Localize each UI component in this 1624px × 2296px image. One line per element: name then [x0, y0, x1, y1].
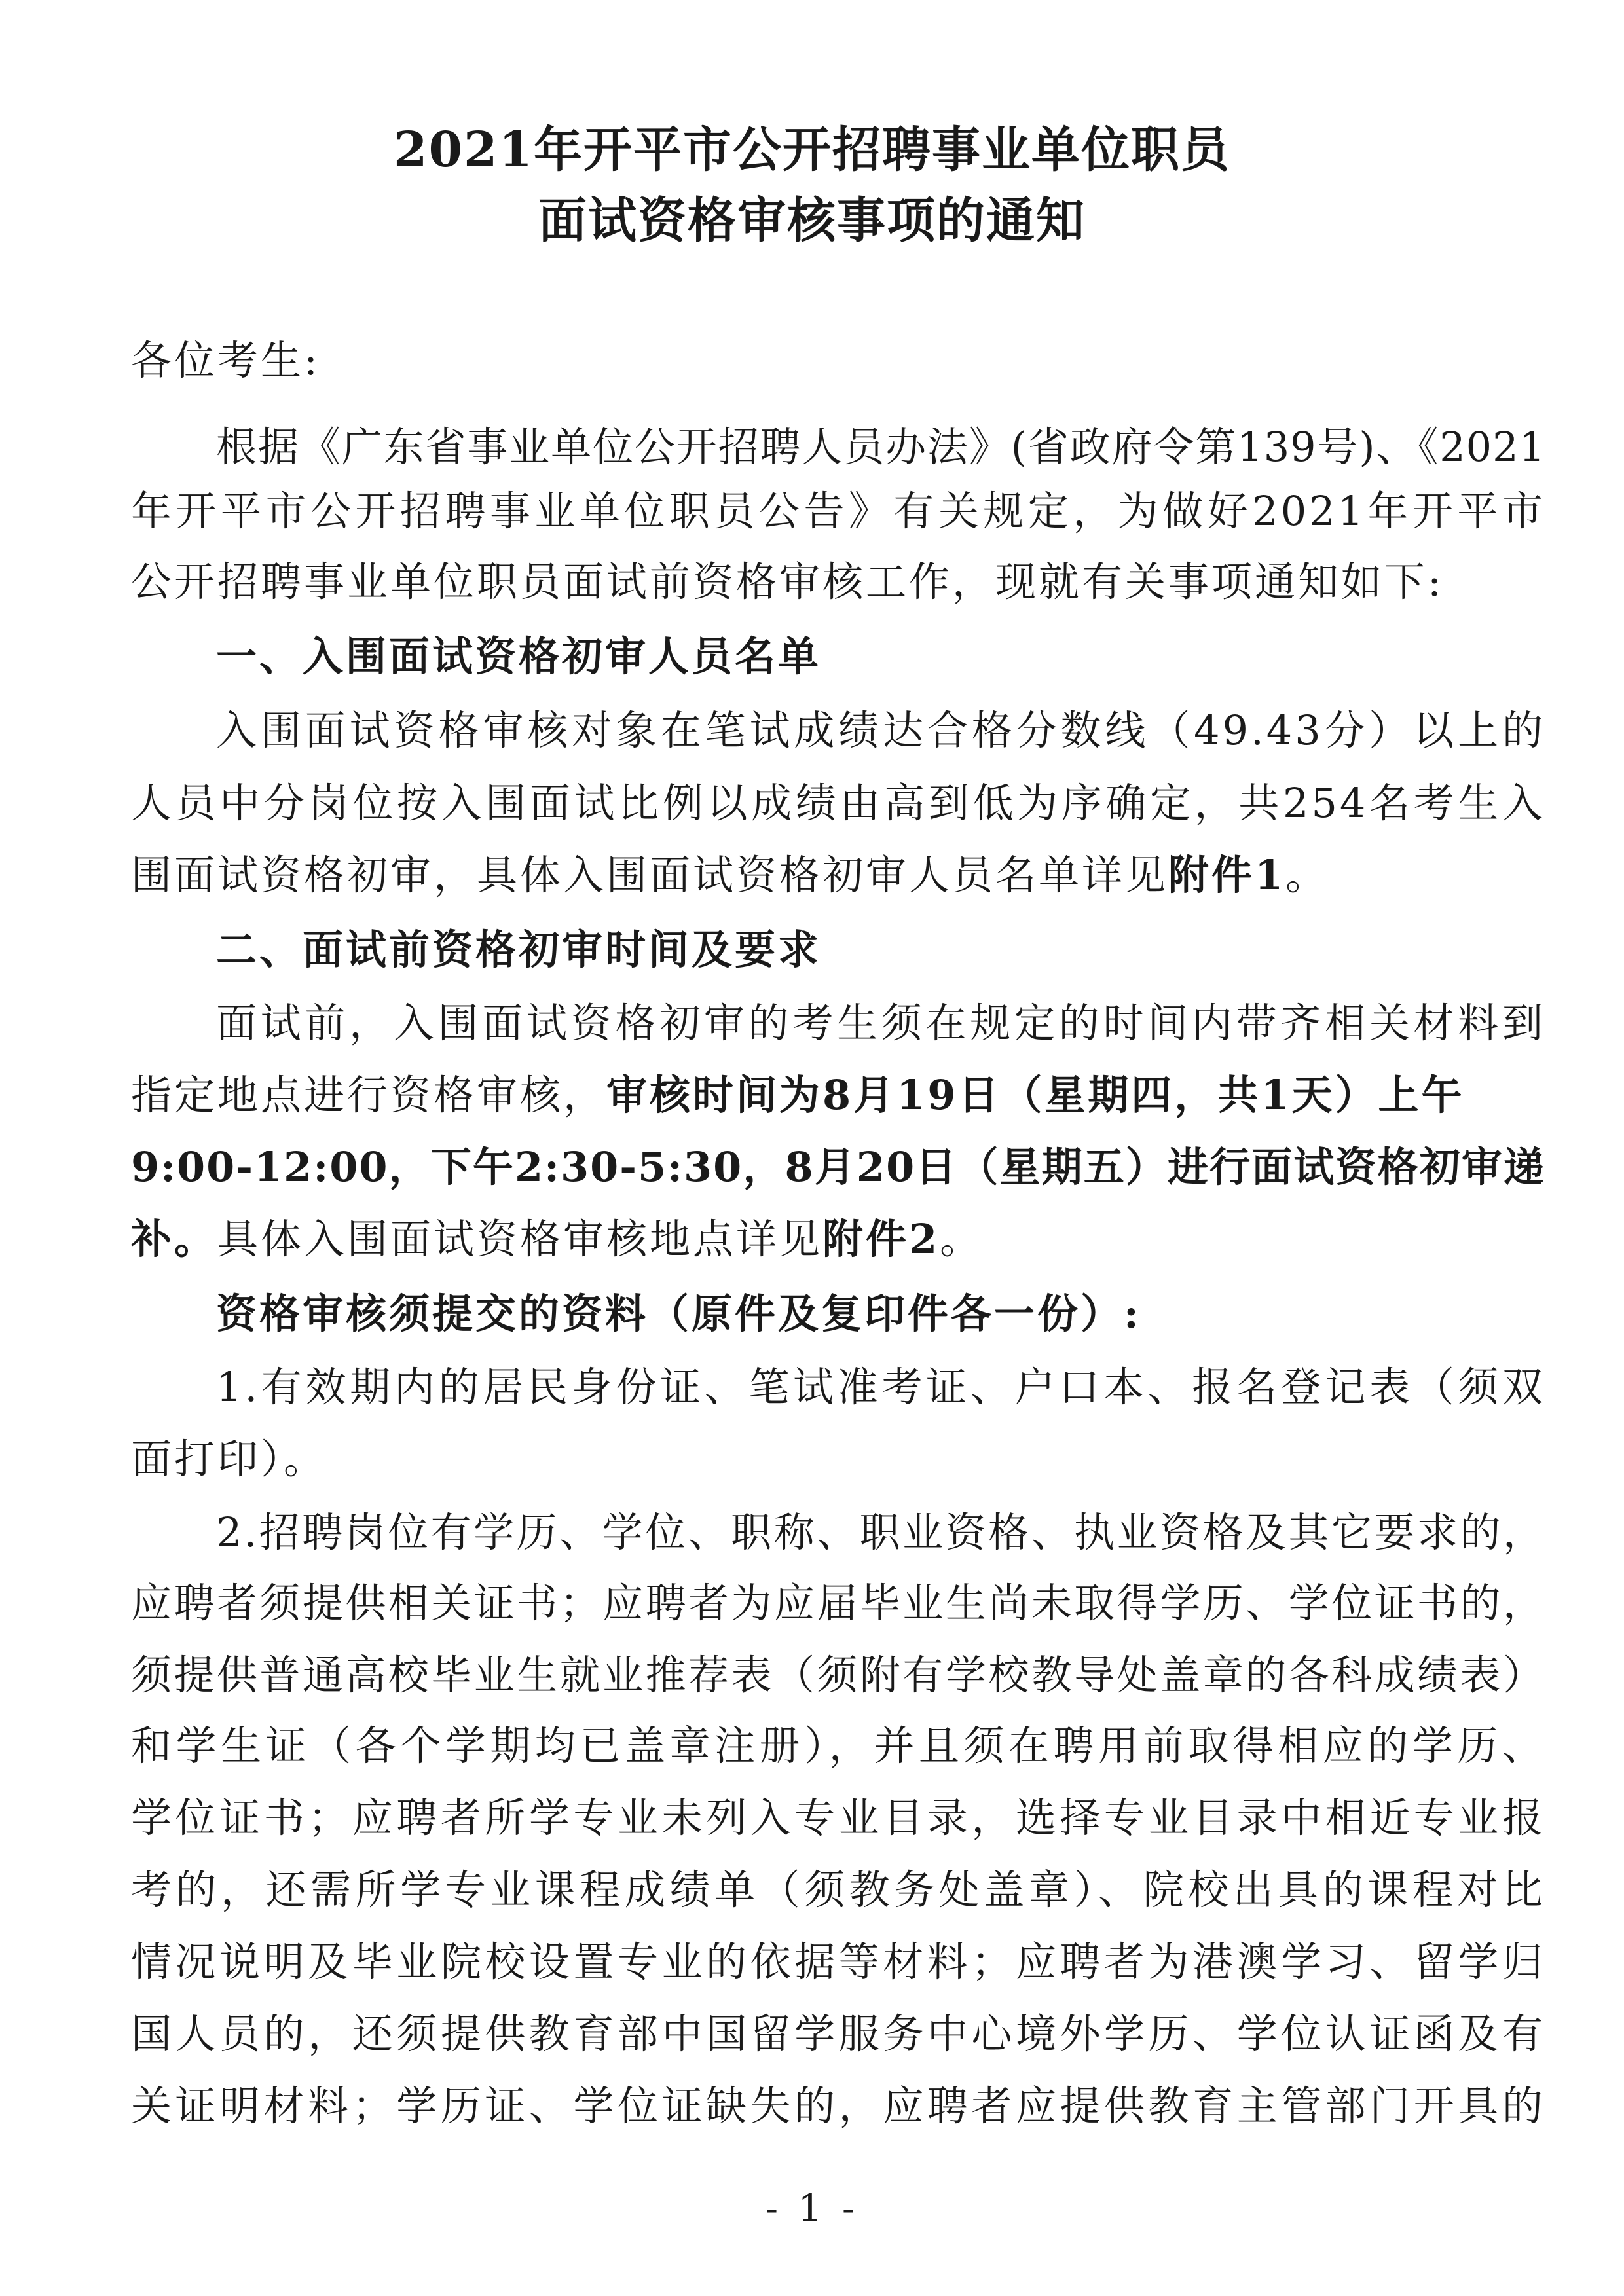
- section-2-line-4-text: 具体入围面试资格审核地点详见: [217, 1215, 823, 1263]
- item-2-line-7: 情况说明及毕业院校设置专业的依据等材料；应聘者为港澳学习、留学归: [131, 1938, 1545, 1986]
- section-1-line-3-end: 。: [1285, 851, 1329, 899]
- item-2-line-3: 须提供普通高校毕业生就业推荐表（须附有学校教导处盖章的各科成绩表）: [131, 1651, 1545, 1699]
- section-2-line-4-bold: 补。: [131, 1215, 218, 1263]
- section-2-heading: 二、面试前资格初审时间及要求: [216, 926, 822, 974]
- section-1-line-1: 入围面试资格审核对象在笔试成绩达合格分数线（49.43分）以上的: [216, 706, 1545, 754]
- review-time-bold: 审核时间为8月19日（星期四，共1天）上午: [606, 1071, 1465, 1119]
- materials-heading: 资格审核须提交的资料（原件及复印件各一份）:: [216, 1290, 1141, 1338]
- item-2-line-8: 国人员的，还须提供教育部中国留学服务中心境外学历、学位认证函及有: [131, 2010, 1545, 2058]
- section-2-line-4-end: 。: [940, 1215, 984, 1263]
- section-2-line-2: [131, 1071, 1545, 1119]
- section-2-line-1: 面试前，入围面试资格初审的考生须在规定的时间内带齐相关材料到: [216, 999, 1545, 1047]
- item-2-line-1: 2.招聘岗位有学历、学位、职称、职业资格、执业资格及其它要求的，: [216, 1508, 1545, 1556]
- section-1-line-2: 人员中分岗位按入围面试比例以成绩由高到低为序确定，共254名考生入: [131, 779, 1545, 827]
- intro-line-1: 根据《广东省事业单位公开招聘人员办法》(省政府令第139号)、《2021: [216, 423, 1545, 471]
- section-2-line-2-text: 指定地点进行资格审核，: [131, 1071, 607, 1119]
- item-2-line-6: 考的，还需所学专业课程成绩单（须教务处盖章）、院校出具的课程对比: [131, 1866, 1545, 1914]
- item-2-line-2: 应聘者须提供相关证书；应聘者为应届毕业生尚未取得学历、学位证书的，: [131, 1579, 1545, 1627]
- document-title-line-2: 面试资格审核事项的通知: [538, 192, 1086, 249]
- section-1-heading: 一、入围面试资格初审人员名单: [216, 632, 822, 680]
- attachment-1-reference: 附件1: [1168, 851, 1286, 899]
- item-2-line-9: 关证明材料；学历证、学位证缺失的，应聘者应提供教育主管部门开具的: [131, 2082, 1545, 2130]
- section-1-line-3-text: 围面试资格初审，具体入围面试资格初审人员名单详见: [131, 851, 1169, 899]
- page-number: - 1 -: [765, 2186, 859, 2231]
- intro-line-2: 年开平市公开招聘事业单位职员公告》有关规定，为做好2021年开平市: [131, 487, 1545, 535]
- item-1-line-2: 面打印）。: [131, 1435, 327, 1483]
- section-2-line-3: 9:00-12:00，下午2:30-5:30，8月20日（星期五）进行面试资格初审递: [131, 1143, 1545, 1191]
- item-2-line-4: 和学生证（各个学期均已盖章注册），并且须在聘用前取得相应的学历、: [131, 1722, 1545, 1770]
- section-2-line-4: [131, 1215, 1545, 1263]
- document-title-line-1: 2021年开平市公开招聘事业单位职员: [394, 122, 1230, 178]
- attachment-2-reference: 附件2: [822, 1215, 940, 1263]
- item-2-line-5: 学位证书；应聘者所学专业未列入专业目录，选择专业目录中相近专业报: [131, 1794, 1545, 1842]
- intro-line-3: 公开招聘事业单位职员面试前资格审核工作，现就有关事项通知如下:: [131, 558, 1444, 606]
- section-1-line-3: [131, 851, 1545, 899]
- item-1-line-1: 1.有效期内的居民身份证、笔试准考证、户口本、报名登记表（须双: [216, 1363, 1545, 1411]
- salutation: 各位考生:: [131, 337, 320, 384]
